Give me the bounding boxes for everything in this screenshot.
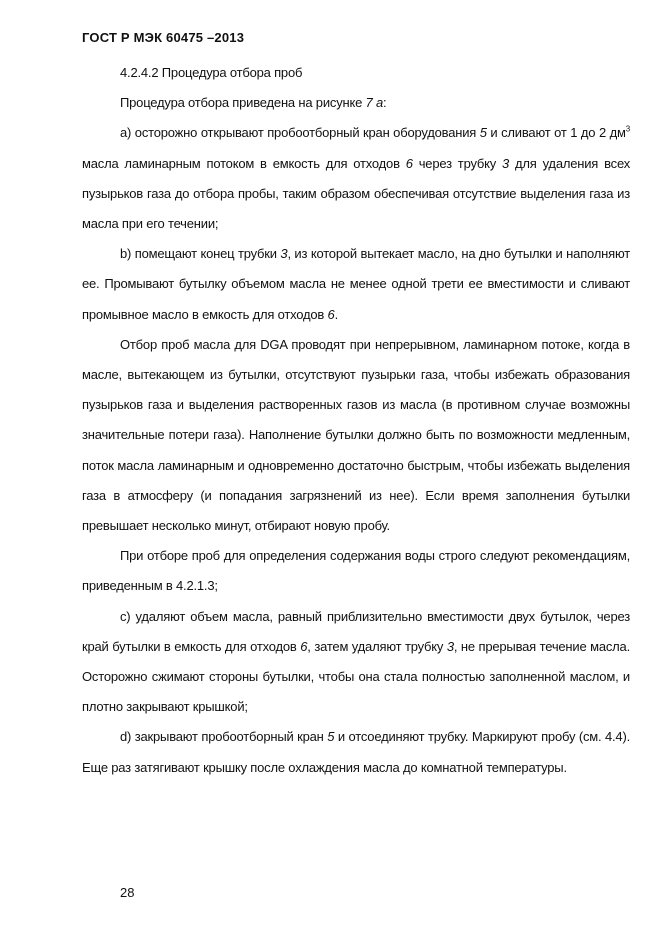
document-header: ГОСТ Р МЭК 60475 –2013 xyxy=(82,30,245,45)
paragraph-dga: Отбор проб масла для DGA проводят при непрерывном, ламинарном потоке, когда в масле, вытекающем из бутылки, отсутствуют пузырьки газа, чтобы избежать образования пузырьков газа и выделения растворенных газов из масла (в противном случае возможны значительные потери газа). Наполнение бутылки должно быть по возможности медленным, поток масла ламинарным и одновременно достаточно быстрым, чтобы избежать выделения газа в атмосферу (и попадания загрязнений из нее). Если время заполнения бутылки превышает несколько минут, отбирают новую пробу. xyxy=(82,336,630,534)
section-heading: 4.2.4.2 Процедура отбора проб xyxy=(120,65,303,80)
list-item-d: d) закрывают пробоотборный кран 5 и отсоединяют трубку. Маркируют пробу (см. 4.4). Еще раз затягивают крышку после охлаждения масла до комнатной температуры. xyxy=(82,729,630,775)
document-body xyxy=(82,58,630,783)
paragraph-water: При отборе проб для определения содержания воды строго следуют рекомендациям, приведенным в 4.2.1.3; xyxy=(82,548,630,594)
page-number: 28 xyxy=(120,885,135,900)
list-item-c: с) удаляют объем масла, равный приблизительно вместимости двух бутылок, через край бутылки в емкость для отходов 6, затем удаляют трубку 3, не прерывая течение масла. Осторожно сжимают стороны бутылки, чтобы она стала полностью заполненной маслом, и плотно закрывают крышкой; xyxy=(82,608,630,715)
list-item-a: а) осторожно открывают пробоотборный кран оборудования 5 и сливают от 1 до 2 $дм^3$ масла ламинарным потоком в емкость для отходов 6 через трубку 3 для удаления всех пузырьков газа до отбора пробы, таким образом обеспечивая отсутствие выделения газа из масла при его течении; xyxy=(82,125,631,232)
list-item-b: b) помещают конец трубки 3, из которой вытекает масло, на дно бутылки и наполняют ее. Промывают бутылку объемом масла не менее одной трети ее вместимости и сливают промывное масло в емкость для отходов 6. xyxy=(82,246,630,322)
paragraph-intro: Процедура отбора приведена на рисунке 7 а: xyxy=(120,95,387,111)
